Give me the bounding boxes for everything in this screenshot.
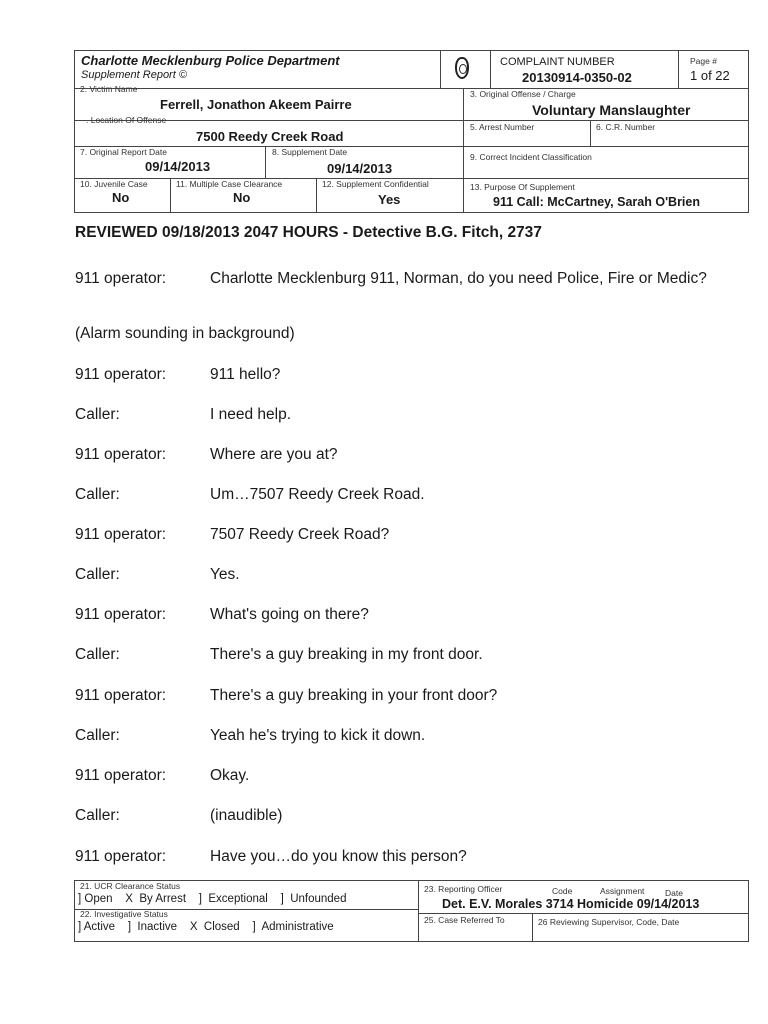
divider xyxy=(490,50,491,88)
speaker: Caller: xyxy=(75,566,120,583)
original-date: 09/14/2013 xyxy=(145,159,211,174)
case-referred-label: 25. Case Referred To xyxy=(424,915,505,925)
utterance: 7507 Reedy Creek Road? xyxy=(210,526,390,543)
investigative-status-options: ] Active ] Inactive X Closed ] Administrative xyxy=(78,921,334,933)
victim-name: Ferrell, Jonathon Akeem Pairre xyxy=(160,97,352,112)
multiple-clearance-label: 11. Multiple Case Clearance xyxy=(176,179,283,189)
reviewing-supervisor-label: 26 Reviewing Supervisor, Code, Date xyxy=(538,917,680,927)
divider xyxy=(678,50,679,88)
supplement-date: 09/14/2013 xyxy=(327,161,393,176)
utterance: (inaudible) xyxy=(210,807,283,824)
divider xyxy=(532,913,533,942)
department-title: Charlotte Mecklenburg Police Department xyxy=(81,53,340,68)
utterance: Okay. xyxy=(210,767,250,784)
offense-value: Voluntary Manslaughter xyxy=(532,102,691,118)
victim-name-label: 2. Victim Name xyxy=(80,84,138,94)
report-subtitle: Supplement Report © xyxy=(81,69,187,81)
reviewed-heading: REVIEWED 09/18/2013 2047 HOURS - Detective B.G. Fitch, 2737 xyxy=(75,224,542,241)
utterance: I need help. xyxy=(210,406,292,423)
utterance: What's going on there? xyxy=(210,606,369,623)
utterance: Yeah he's trying to kick it down. xyxy=(210,727,426,744)
original-date-label: 7. Original Report Date xyxy=(80,147,167,157)
ucr-status-label: 21. UCR Clearance Status xyxy=(80,881,181,891)
divider xyxy=(463,88,464,213)
divider xyxy=(170,178,171,213)
utterance: Where are you at? xyxy=(210,446,338,463)
divider xyxy=(265,146,266,178)
location-label: . Location Of Offense xyxy=(86,115,167,125)
purpose-label: 13. Purpose Of Supplement xyxy=(470,182,575,192)
reporting-officer-value: Det. E.V. Morales 3714 Homicide 09/14/2013 xyxy=(442,897,700,911)
speaker: 911 operator: xyxy=(75,848,167,865)
offense-label: 3. Original Offense / Charge xyxy=(470,89,576,99)
divider xyxy=(440,50,441,88)
location-value: 7500 Reedy Creek Road xyxy=(196,129,344,144)
divider xyxy=(74,88,749,89)
reporting-officer-label: 23. Reporting Officer xyxy=(424,884,503,894)
assignment-label: Assignment xyxy=(600,886,645,896)
utterance: 911 hello? xyxy=(210,366,281,383)
speaker: 911 operator: xyxy=(75,446,167,463)
cr-number-label: 6. C.R. Number xyxy=(596,122,656,132)
code-label: Code xyxy=(552,886,573,896)
utterance: There's a guy breaking in my front door. xyxy=(210,646,483,663)
divider xyxy=(590,120,591,146)
confidential-value: Yes xyxy=(378,192,401,207)
multiple-clearance-value: No xyxy=(233,190,251,205)
confidential-label: 12. Supplement Confidential xyxy=(322,179,429,189)
page-number: 1 of 22 xyxy=(690,68,730,83)
background-note: (Alarm sounding in background) xyxy=(75,325,295,342)
utterance: Charlotte Mecklenburg 911, Norman, do you need Police, Fire or Medic? xyxy=(210,270,707,287)
page-label: Page # xyxy=(690,56,717,66)
speaker: 911 operator: xyxy=(75,687,167,704)
speaker: 911 operator: xyxy=(75,606,167,623)
date-label: Date xyxy=(665,888,683,898)
arrest-number-label: 5. Arrest Number xyxy=(470,122,535,132)
speaker: Caller: xyxy=(75,727,120,744)
utterance: There's a guy breaking in your front door? xyxy=(210,687,498,704)
speaker: Caller: xyxy=(75,486,120,503)
utterance: Um…7507 Reedy Creek Road. xyxy=(210,486,425,503)
complaint-number-label: COMPLAINT NUMBER xyxy=(500,56,615,68)
ucr-status-options: ] Open X By Arrest ] Exceptional ] Unfounded xyxy=(78,893,347,905)
divider xyxy=(418,880,419,942)
speaker: 911 operator: xyxy=(75,767,167,784)
juvenile-label: 10. Juvenile Case xyxy=(80,179,148,189)
investigative-status-label: 22. Investigative Status xyxy=(80,909,168,919)
speaker: Caller: xyxy=(75,406,120,423)
divider xyxy=(418,913,749,914)
speaker: Caller: xyxy=(75,807,120,824)
utterance: Yes. xyxy=(210,566,240,583)
supplement-date-label: 8. Supplement Date xyxy=(272,147,348,157)
speaker: 911 operator: xyxy=(75,270,167,287)
speaker: 911 operator: xyxy=(75,366,167,383)
incident-class-label: 9. Correct Incident Classification xyxy=(470,152,592,162)
divider xyxy=(74,146,749,147)
juvenile-value: No xyxy=(112,190,130,205)
divider xyxy=(316,178,317,213)
speaker: 911 operator: xyxy=(75,526,167,543)
purpose-value: 911 Call: McCartney, Sarah O'Brien xyxy=(493,195,700,209)
utterance: Have you…do you know this person? xyxy=(210,848,467,865)
complaint-number: 20130914-0350-02 xyxy=(522,70,632,85)
divider xyxy=(74,120,749,121)
speaker: Caller: xyxy=(75,646,120,663)
police-seal-icon xyxy=(455,57,469,79)
